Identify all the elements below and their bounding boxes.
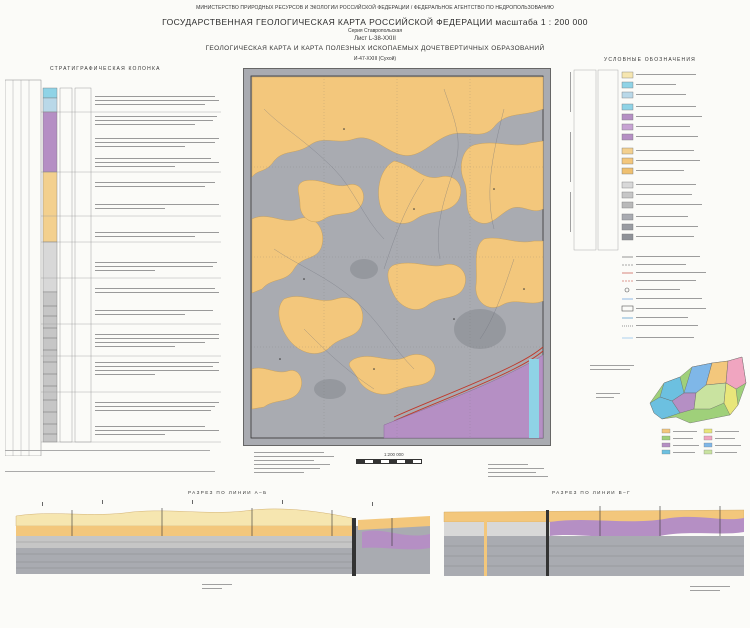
series-label: Серия Ставропольская xyxy=(347,28,403,34)
legend-graphic xyxy=(566,52,746,352)
stratigraphic-column xyxy=(5,66,230,456)
sheet-label: Лист L-38-XXIII xyxy=(354,36,396,42)
cross-section-right xyxy=(440,496,744,601)
left-section-title: РАЗРЕЗ ПО ЛИНИИ А–Б xyxy=(188,490,268,495)
map-legend xyxy=(566,52,746,352)
cross-section-right-graphic xyxy=(440,496,744,596)
strat-column-title: СТРАТИГРАФИЧЕСКАЯ КОЛОНКА xyxy=(50,66,161,72)
map-title: ГОСУДАРСТВЕННАЯ ГЕОЛОГИЧЕСКАЯ КАРТА РОССИЙСКОЙ ФЕДЕРАЦИИ масштаба 1 : 200 000 xyxy=(162,17,588,27)
index-map-graphic xyxy=(580,353,748,463)
legend-title: УСЛОВНЫЕ ОБОЗНАЧЕНИЯ xyxy=(604,57,696,63)
scale-bar xyxy=(356,459,422,464)
right-section-title: РАЗРЕЗ ПО ЛИНИИ В–Г xyxy=(552,490,631,495)
map-subtitle: ГЕОЛОГИЧЕСКАЯ КАРТА И КАРТА ПОЛЕЗНЫХ ИСКОПАЕМЫХ ДОЧЕТВЕРТИЧНЫХ ОБРАЗОВАНИЙ xyxy=(205,45,545,52)
map-notes-left xyxy=(254,450,344,495)
sheet-code: И-47-XXIII (Сухой) xyxy=(353,56,397,62)
scale-label: 1:200 000 xyxy=(384,452,404,457)
left-footnote xyxy=(5,462,225,480)
geological-map xyxy=(243,68,551,446)
map-notes-right xyxy=(488,462,558,491)
ministry-header: МИНИСТЕРСТВО ПРИРОДНЫХ РЕСУРСОВ И ЭКОЛОГИИ РОССИЙСКОЙ ФЕДЕРАЦИИ / ФЕДЕРАЛЬНОЕ АГЕНТСТВО ПО НЕДРОПОЛЬЗОВАНИЮ xyxy=(196,5,554,11)
cross-section-left xyxy=(12,496,430,601)
cross-section-left-graphic xyxy=(12,496,430,596)
strat-column-graphic xyxy=(5,66,230,456)
index-map xyxy=(580,353,748,463)
map-canvas xyxy=(244,69,550,445)
